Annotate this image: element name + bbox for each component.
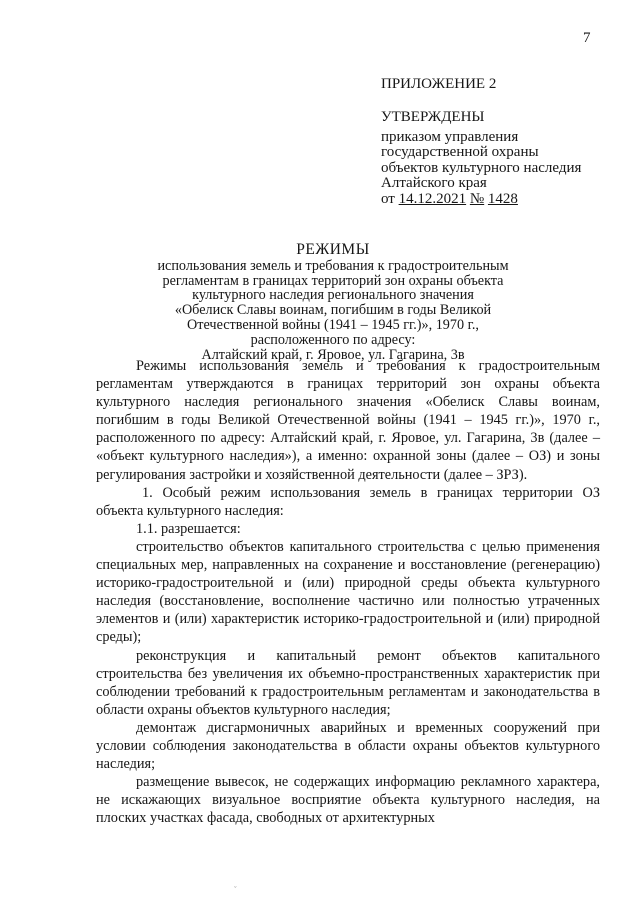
number-sign: №: [469, 190, 485, 207]
order-date: 14.12.2021: [398, 190, 467, 207]
approved-label: УТВЕРЖДЕНЫ: [381, 109, 485, 125]
order-line: Алтайского края: [381, 175, 487, 192]
list-item: строительство объектов капитального строительства с целью применения специальных мер, направленных на сохранение и восстановление (регенерацию) историко-градостроительной и (или) природной среды объекта культурного наследия (восстановление, восполнение частично или полностью утраченных элементов и (или) характеристик историко-градостроительной и (или) природной среды);: [96, 538, 600, 646]
title-line: регламентам в границах территорий зон охраны объекта: [162, 272, 504, 289]
section-1: 1. Особый режим использования земель в границах территории ОЗ объекта культурного наследия:: [96, 484, 600, 519]
title-line: Отечественной войны (1941 – 1945 гг.)», 1970 г.,: [187, 316, 479, 333]
title-line: использования земель и требования к градостроительным: [157, 257, 509, 274]
approval-block: [381, 110, 581, 208]
date-prefix: от: [381, 190, 395, 207]
document-title: [148, 243, 518, 362]
order-line: приказом управления: [381, 128, 519, 145]
scan-mark: ˇ: [234, 885, 237, 894]
order-number: 1428: [487, 190, 518, 207]
title-line: «Обелиск Славы воинам, погибшим в годы Великой: [174, 302, 492, 319]
page-number: 7: [583, 30, 591, 46]
list-item: реконструкция и капитальный ремонт объектов капитального строительства без увеличения их объемно-пространственных характеристик при соблюдении требований к градостроительным регламентам и законодательства в области охраны объектов культурного наследия;: [96, 647, 600, 718]
order-date-line: [381, 192, 581, 208]
appendix-label: ПРИЛОЖЕНИЕ 2: [381, 76, 497, 92]
list-item: демонтаж дисгармоничных аварийных и временных сооружений при условии соблюдения законодательства в области охраны объектов культурного наследия;: [96, 719, 600, 773]
intro-paragraph: Режимы использования земель и требования к градостроительным регламентам утверждаются в границах территорий зон охраны объекта культурного наследия регионального значения «Обелиск Славы воинам, погибшим в годы Великой Отечественной войны (1941 – 1945 гг.)», 1970 г., расположенного по адресу: Алтайский край, г. Яровое, ул. Гагарина, 3в (далее – «объект культурного наследия»), а именно: охранной зоны (далее – ОЗ) и зоны регулирования застройки и хозяйственной деятельности (далее – ЗРЗ).: [96, 358, 600, 483]
document-body: [96, 357, 600, 827]
order-line: государственной охраны: [381, 144, 539, 161]
title-line: Алтайский край, г. Яровое, ул. Гагарина, 3в: [201, 346, 465, 363]
list-item: размещение вывесок, не содержащих информацию рекламного характера, не искажающих визуальное восприятие объекта культурного наследия, на плоских участках фасада, свободных от архитектурных: [96, 774, 600, 827]
title-line: культурного наследия регионального значения: [192, 287, 474, 304]
title-line: расположенного по адресу:: [250, 331, 416, 348]
order-line: объектов культурного наследия: [381, 159, 582, 176]
section-1-1: 1.1. разрешается:: [136, 520, 241, 537]
title-heading: РЕЖИМЫ: [296, 241, 370, 258]
